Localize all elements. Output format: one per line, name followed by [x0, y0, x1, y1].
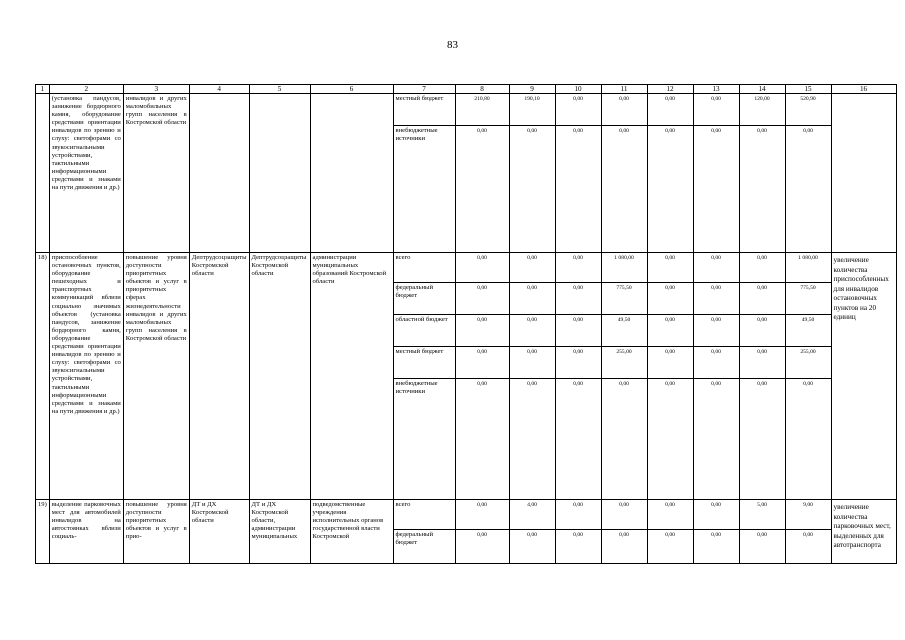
amount-cell: 0,00	[647, 347, 693, 379]
amount-cell: 210,80	[455, 94, 509, 126]
amount-cell: 0,00	[647, 126, 693, 253]
goal-cell: повышение уровня доступности приоритетных объектов и услуг в прио-	[123, 500, 189, 564]
header-cell: 13	[693, 85, 739, 94]
amount-cell: 0,00	[601, 94, 647, 126]
amount-cell: 0,00	[555, 379, 601, 500]
amount-cell: 0,00	[509, 347, 555, 379]
amount-cell: 0,00	[693, 379, 739, 500]
amount-cell: 0,00	[455, 126, 509, 253]
header-cell: 1	[36, 85, 50, 94]
goal-cell: повышение уровня доступности приоритетных объектов и услуг в приоритетных сферах жизнедеятельности инвалидов и других маломобильных групп населения в Костромской области	[123, 253, 189, 500]
amount-cell: 0,00	[455, 347, 509, 379]
amount-cell: 0,00	[647, 379, 693, 500]
amount-cell: 0,00	[455, 530, 509, 564]
amount-cell: 0,00	[509, 315, 555, 347]
amount-cell: 0,00	[555, 94, 601, 126]
header-cell: 16	[831, 85, 896, 94]
amount-cell: 0,00	[455, 379, 509, 500]
amount-cell: 0,00	[455, 315, 509, 347]
amount-cell: 0,00	[509, 379, 555, 500]
amount-cell: 0,00	[647, 94, 693, 126]
participant-cell: администрации муниципальных образований Костромской области	[310, 253, 393, 500]
amount-cell: 0,00	[693, 347, 739, 379]
amount-cell: 0,00	[555, 530, 601, 564]
expected-result-cell: увеличение количества приспособленных для инвалидов остановочных пунктов на 20 единиц	[831, 253, 896, 500]
responsible-cell: ДТ и ДХ Костромской области	[189, 500, 249, 564]
amount-cell: 0,00	[601, 126, 647, 253]
amount-cell: 0,00	[693, 283, 739, 315]
funding-source-cell: местный бюджет	[393, 347, 455, 379]
amount-cell: 0,00	[739, 283, 785, 315]
amount-cell: 255,00	[601, 347, 647, 379]
amount-cell: 1 080,00	[601, 253, 647, 283]
amount-cell: 0,00	[509, 283, 555, 315]
amount-cell: 0,00	[455, 253, 509, 283]
coexecutor-cell: Дептрудсоцзащиты Костромской области	[249, 253, 310, 500]
amount-cell: 49,50	[785, 315, 831, 347]
amount-cell: 0,00	[509, 253, 555, 283]
amount-cell: 9,00	[785, 500, 831, 530]
amount-cell: 0,00	[739, 379, 785, 500]
amount-cell: 1 080,00	[785, 253, 831, 283]
funding-source-cell: всего	[393, 500, 455, 530]
funding-source-cell: местный бюджет	[393, 94, 455, 126]
amount-cell: 0,00	[785, 379, 831, 500]
header-cell: 6	[310, 85, 393, 94]
header-row	[36, 85, 897, 94]
amount-cell: 49,50	[601, 315, 647, 347]
funding-source-cell: внебюджетные источники	[393, 379, 455, 500]
program-table	[35, 84, 897, 564]
header-cell: 10	[555, 85, 601, 94]
header-cell: 15	[785, 85, 831, 94]
funding-source-cell: федеральный бюджет	[393, 283, 455, 315]
header-cell: 4	[189, 85, 249, 94]
amount-cell: 520,90	[785, 94, 831, 126]
amount-cell: 0,00	[739, 315, 785, 347]
amount-cell: 5,00	[739, 500, 785, 530]
amount-cell: 0,00	[693, 126, 739, 253]
amount-cell: 0,00	[601, 379, 647, 500]
expected-result-cell: увеличение количества парковочных мест, выделенных для автотранспорта	[831, 500, 896, 564]
amount-cell: 0,00	[739, 530, 785, 564]
funding-source-cell: федеральный бюджет	[393, 530, 455, 564]
coexecutor-cell: ДТ и ДХ Костромской области, администрации муниципальных	[249, 500, 310, 564]
header-cell: 14	[739, 85, 785, 94]
amount-cell: 0,00	[455, 283, 509, 315]
amount-cell: 0,00	[647, 253, 693, 283]
funding-source-cell: областной бюджет	[393, 315, 455, 347]
funding-source-cell: внебюджетные источники	[393, 126, 455, 253]
table-row	[36, 253, 897, 283]
cont-measure-cell: (установка пандусов, занижение бордюрного камня, оборудование средствами ориентации инвалидов по зрению и слуху: светофорами со звукосигнальными устройствами, тактильными информационными средствами и знаками на пути движения и др.)	[49, 94, 123, 253]
amount-cell: 4,00	[509, 500, 555, 530]
measure-cell: приспособление остановочных пунктов, оборудование пешеходных и транспортных коммуникаций вблизи социально значимых объектов (установка пандусов, занижение бордюрного камня, оборудование средствами ориентации инвалидов по зрению и слуху: светофорами со звукосигнальными устройствами, тактильными информационными средствами и знаками на пути движения и др.)	[49, 253, 123, 500]
measure-cell: выделение парковочных мест для автомобилей инвалидов на автостоянках вблизи социаль-	[49, 500, 123, 564]
cont-goal-cell: инвалидов и других маломобильных групп населения в Костромской области	[123, 94, 189, 253]
amount-cell: 0,00	[647, 530, 693, 564]
amount-cell: 0,00	[647, 315, 693, 347]
amount-cell: 0,00	[739, 347, 785, 379]
header-cell: 5	[249, 85, 310, 94]
page-number: 83	[447, 39, 458, 51]
header-cell: 3	[123, 85, 189, 94]
amount-cell: 0,00	[693, 500, 739, 530]
responsible-cell: Дептрудсоцзащиты Костромской области	[189, 253, 249, 500]
amount-cell: 0,00	[739, 126, 785, 253]
table-row	[36, 500, 897, 530]
amount-cell: 0,00	[555, 315, 601, 347]
amount-cell: 0,00	[785, 126, 831, 253]
table-row	[36, 94, 897, 126]
amount-cell: 0,00	[647, 283, 693, 315]
row-number: 18)	[36, 253, 50, 500]
amount-cell: 775,50	[601, 283, 647, 315]
amount-cell: 0,00	[509, 126, 555, 253]
amount-cell: 0,00	[601, 530, 647, 564]
amount-cell: 255,00	[785, 347, 831, 379]
header-cell: 7	[393, 85, 455, 94]
amount-cell: 0,00	[647, 500, 693, 530]
header-cell: 12	[647, 85, 693, 94]
header-cell: 11	[601, 85, 647, 94]
header-cell: 2	[49, 85, 123, 94]
amount-cell: 0,00	[693, 253, 739, 283]
header-cell: 8	[455, 85, 509, 94]
funding-source-cell: всего	[393, 253, 455, 283]
amount-cell: 190,10	[509, 94, 555, 126]
participant-cell: подведомственные учреждения исполнительных органов государственной власти Костромской	[310, 500, 393, 564]
amount-cell: 0,00	[785, 530, 831, 564]
amount-cell: 0,00	[555, 283, 601, 315]
row-number: 19)	[36, 500, 50, 564]
amount-cell: 0,00	[555, 253, 601, 283]
amount-cell: 0,00	[455, 500, 509, 530]
amount-cell: 0,00	[555, 347, 601, 379]
amount-cell: 0,00	[509, 530, 555, 564]
amount-cell: 120,00	[739, 94, 785, 126]
amount-cell: 0,00	[739, 253, 785, 283]
amount-cell: 0,00	[693, 315, 739, 347]
header-cell: 9	[509, 85, 555, 94]
amount-cell: 775,50	[785, 283, 831, 315]
amount-cell: 0,00	[693, 94, 739, 126]
amount-cell: 0,00	[555, 126, 601, 253]
amount-cell: 0,00	[601, 500, 647, 530]
amount-cell: 0,00	[555, 500, 601, 530]
amount-cell: 0,00	[693, 530, 739, 564]
